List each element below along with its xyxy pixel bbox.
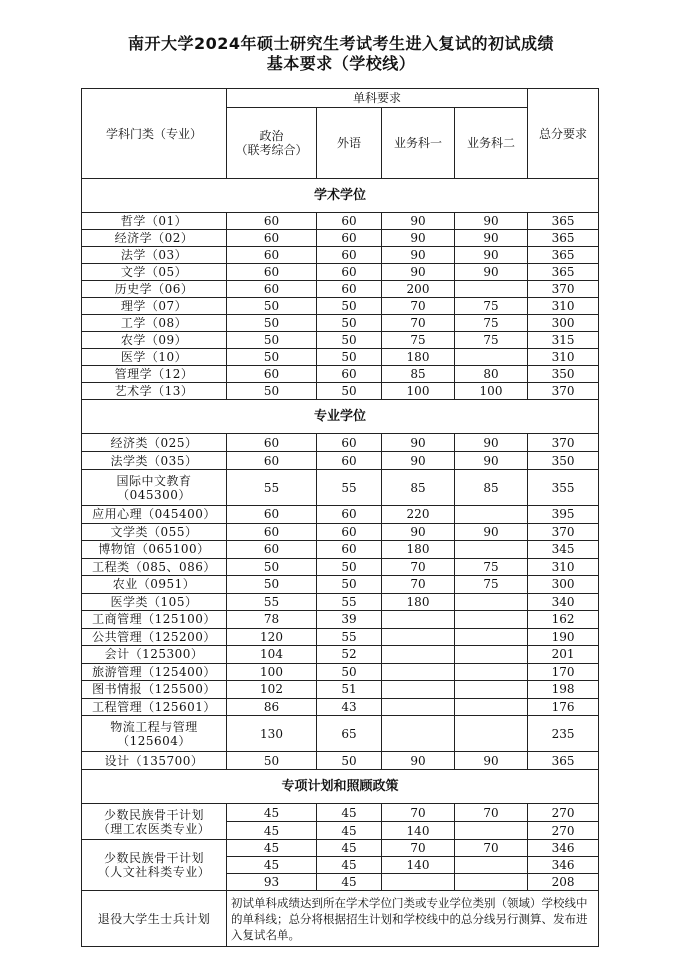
cell-foreign: 60 (317, 452, 382, 470)
cell-subject2 (455, 646, 528, 664)
cell-subject1: 70 (382, 576, 455, 594)
cell-subject2: 90 (455, 264, 528, 281)
cell-politics: 60 (227, 264, 317, 281)
cell-foreign: 43 (317, 698, 382, 716)
cell-total: 395 (528, 506, 599, 524)
table-row (82, 213, 599, 230)
cell-subject1 (382, 874, 455, 891)
cell-subject2: 100 (455, 383, 528, 400)
cell-subject2 (455, 611, 528, 629)
cell-subject2: 90 (455, 434, 528, 452)
cell-foreign: 45 (317, 874, 382, 891)
cell-subject2 (455, 506, 528, 524)
table-row (82, 247, 599, 264)
row-label: 农业（0951） (82, 576, 227, 594)
cell-subject1: 70 (382, 804, 455, 822)
cell-politics: 78 (227, 611, 317, 629)
cell-foreign: 39 (317, 611, 382, 629)
page-title: 南开大学2024年硕士研究生考试考生进入复试的初试成绩 (127, 34, 555, 53)
table-row (82, 298, 599, 315)
cell-total: 350 (528, 452, 599, 470)
cell-politics: 45 (227, 840, 317, 857)
cell-politics: 50 (227, 558, 317, 576)
row-label: 理学（07） (82, 298, 227, 315)
header-subject2: 业务科二 (455, 108, 528, 179)
label-line1: 少数民族骨干计划 (103, 807, 204, 822)
cell-foreign: 50 (317, 663, 382, 681)
cell-politics: 60 (227, 506, 317, 524)
cell-total: 365 (528, 213, 599, 230)
cell-subject2: 90 (455, 213, 528, 230)
cell-total: 270 (528, 804, 599, 822)
cell-politics: 93 (227, 874, 317, 891)
cell-total: 300 (528, 315, 599, 332)
row-label: 文学类（055） (82, 523, 227, 541)
cell-subject2: 90 (455, 247, 528, 264)
cell-subject1: 180 (382, 541, 455, 559)
cell-politics: 50 (227, 298, 317, 315)
row-label: 医学类（105） (82, 593, 227, 611)
label-line2: （理工农医类专业） (97, 821, 211, 836)
cell-total: 365 (528, 264, 599, 281)
cell-subject2 (455, 698, 528, 716)
cell-foreign: 55 (317, 628, 382, 646)
professional-rows-b (82, 506, 599, 716)
row-label: 旅游管理（125400） (82, 663, 227, 681)
table-row (82, 506, 599, 524)
cell-subject2: 75 (455, 298, 528, 315)
cell-foreign: 60 (317, 366, 382, 383)
cell-subject2: 70 (455, 840, 528, 857)
cell-subject1: 140 (382, 857, 455, 874)
row-label: 博物馆（065100） (82, 541, 227, 559)
row-label: 应用心理（045400） (82, 506, 227, 524)
cell-total: 270 (528, 822, 599, 840)
cell-politics: 60 (227, 452, 317, 470)
row-label: 会计（125300） (82, 646, 227, 664)
table-row (82, 840, 599, 857)
cell-foreign: 50 (317, 332, 382, 349)
table-row (82, 628, 599, 646)
cell-foreign: 60 (317, 506, 382, 524)
cell-foreign: 50 (317, 576, 382, 594)
cell-politics: 104 (227, 646, 317, 664)
cell-subject1: 200 (382, 281, 455, 298)
cell-foreign: 50 (317, 383, 382, 400)
cell-subject2: 80 (455, 366, 528, 383)
cell-subject2 (455, 857, 528, 874)
cell-total: 170 (528, 663, 599, 681)
table-row (82, 752, 599, 770)
cell-total: 198 (528, 681, 599, 699)
header-politics-line1: 政治 (259, 129, 284, 143)
row-label: 法学类（035） (82, 452, 227, 470)
cell-politics: 60 (227, 541, 317, 559)
row-label (82, 716, 227, 752)
section-professional: 专业学位 (82, 400, 599, 434)
table-row (82, 349, 599, 366)
row-label: 公共管理（125200） (82, 628, 227, 646)
cell-politics: 60 (227, 281, 317, 298)
cell-subject2: 70 (455, 804, 528, 822)
table-row (82, 523, 599, 541)
cell-foreign: 55 (317, 593, 382, 611)
cell-subject2: 75 (455, 576, 528, 594)
cell-total: 346 (528, 857, 599, 874)
cell-subject1: 85 (382, 366, 455, 383)
page-subtitle: 基本要求（学校线） (266, 54, 416, 73)
cell-subject2: 85 (455, 470, 528, 506)
cell-foreign: 50 (317, 558, 382, 576)
cell-total: 370 (528, 434, 599, 452)
cell-total: 370 (528, 281, 599, 298)
cell-total: 190 (528, 628, 599, 646)
table-row (82, 230, 599, 247)
cell-subject2: 75 (455, 558, 528, 576)
table-row (82, 366, 599, 383)
cell-foreign: 45 (317, 822, 382, 840)
cell-foreign: 60 (317, 434, 382, 452)
row-label: 文学（05） (82, 264, 227, 281)
cell-politics: 120 (227, 628, 317, 646)
label-line1: 国际中文教育 (116, 473, 192, 488)
academic-rows (82, 213, 599, 400)
cell-subject1: 220 (382, 506, 455, 524)
section-academic: 学术学位 (82, 179, 599, 213)
cell-subject1: 180 (382, 349, 455, 366)
cell-foreign: 45 (317, 804, 382, 822)
cell-subject1 (382, 698, 455, 716)
table-row (82, 716, 599, 752)
cell-subject2 (455, 874, 528, 891)
cell-politics: 45 (227, 822, 317, 840)
cell-politics: 86 (227, 698, 317, 716)
cell-subject1: 140 (382, 822, 455, 840)
cell-subject2: 90 (455, 523, 528, 541)
cell-subject2: 90 (455, 452, 528, 470)
cell-subject2 (455, 541, 528, 559)
cell-subject2 (455, 716, 528, 752)
cell-subject2 (455, 281, 528, 298)
veteran-note: 初试单科成绩达到所在学术学位门类或专业学位类别（领域）学校线中的单科线；总分将根据招生计划和学校线中的总分线另行测算、发布进入复试名单。 (227, 891, 599, 947)
cell-politics: 50 (227, 752, 317, 770)
cell-subject1: 70 (382, 315, 455, 332)
cell-subject2 (455, 628, 528, 646)
cell-subject2 (455, 663, 528, 681)
cell-foreign: 60 (317, 281, 382, 298)
table-row (82, 315, 599, 332)
cell-total: 310 (528, 298, 599, 315)
row-label (82, 470, 227, 506)
cell-total: 315 (528, 332, 599, 349)
table-row (82, 698, 599, 716)
cell-foreign: 60 (317, 230, 382, 247)
row-label: 农学（09） (82, 332, 227, 349)
cell-foreign: 65 (317, 716, 382, 752)
cell-politics: 50 (227, 383, 317, 400)
header-subject1: 业务科一 (382, 108, 455, 179)
cell-subject2 (455, 681, 528, 699)
table-row (82, 434, 599, 452)
label-line2: （人文社科类专业） (97, 865, 211, 879)
label-line2: （045300） (117, 487, 191, 502)
cell-foreign: 51 (317, 681, 382, 699)
cell-subject1 (382, 628, 455, 646)
cell-subject1 (382, 663, 455, 681)
cell-total: 201 (528, 646, 599, 664)
cell-subject1: 70 (382, 840, 455, 857)
cell-foreign: 45 (317, 857, 382, 874)
row-label: 工商管理（125100） (82, 611, 227, 629)
row-label: 管理学（12） (82, 366, 227, 383)
cell-politics: 60 (227, 213, 317, 230)
cell-foreign: 60 (317, 247, 382, 264)
table-row (82, 663, 599, 681)
header-total: 总分要求 (528, 89, 599, 179)
cell-politics: 50 (227, 332, 317, 349)
table-row (82, 593, 599, 611)
row-label: 医学（10） (82, 349, 227, 366)
table-row (82, 891, 599, 947)
cell-politics: 45 (227, 857, 317, 874)
cell-subject1: 90 (382, 434, 455, 452)
table-row (82, 558, 599, 576)
cell-subject1: 90 (382, 264, 455, 281)
row-label-minority-hum (82, 840, 227, 891)
cell-total: 208 (528, 874, 599, 891)
cell-foreign: 50 (317, 315, 382, 332)
table-row (82, 452, 599, 470)
cell-total: 370 (528, 383, 599, 400)
cell-total: 300 (528, 576, 599, 594)
cell-foreign: 50 (317, 752, 382, 770)
row-label: 设计（135700） (82, 752, 227, 770)
table-row (82, 383, 599, 400)
cell-total: 345 (528, 541, 599, 559)
cell-subject2 (455, 349, 528, 366)
cell-subject1: 75 (382, 332, 455, 349)
cell-politics: 130 (227, 716, 317, 752)
cell-total: 365 (528, 247, 599, 264)
row-label-minority-sci (82, 804, 227, 840)
label-line1: 物流工程与管理 (110, 719, 198, 734)
table-row (82, 611, 599, 629)
cell-total: 370 (528, 523, 599, 541)
cell-foreign: 60 (317, 541, 382, 559)
cell-foreign: 50 (317, 349, 382, 366)
cell-subject1: 180 (382, 593, 455, 611)
header-politics-line2: （联考综合） (235, 143, 308, 157)
cell-subject1: 90 (382, 452, 455, 470)
header-single-subject: 单科要求 (227, 89, 528, 108)
cell-total: 346 (528, 840, 599, 857)
cell-politics: 45 (227, 804, 317, 822)
cell-subject1: 85 (382, 470, 455, 506)
cell-subject1: 70 (382, 298, 455, 315)
table-row (82, 281, 599, 298)
cell-politics: 60 (227, 523, 317, 541)
cell-subject1: 90 (382, 230, 455, 247)
cell-subject2: 90 (455, 230, 528, 247)
cell-foreign: 50 (317, 298, 382, 315)
cell-total: 235 (528, 716, 599, 752)
cell-foreign: 60 (317, 213, 382, 230)
cell-subject2 (455, 822, 528, 840)
header-category: 学科门类（专业） (82, 89, 227, 179)
cell-foreign: 52 (317, 646, 382, 664)
cell-foreign: 45 (317, 840, 382, 857)
cell-subject1: 70 (382, 558, 455, 576)
cell-subject1: 90 (382, 213, 455, 230)
cell-subject1: 90 (382, 752, 455, 770)
cell-politics: 60 (227, 434, 317, 452)
cell-total: 365 (528, 230, 599, 247)
cell-politics: 50 (227, 315, 317, 332)
cell-foreign: 60 (317, 523, 382, 541)
row-label-veteran: 退役大学生士兵计划 (82, 891, 227, 947)
row-label: 法学（03） (82, 247, 227, 264)
cell-subject1 (382, 646, 455, 664)
label-line2: （125604） (117, 733, 191, 748)
table-row (82, 541, 599, 559)
cell-politics: 100 (227, 663, 317, 681)
label-line1: 少数民族骨干计划 (103, 851, 204, 865)
cell-subject1 (382, 681, 455, 699)
row-label: 经济学（02） (82, 230, 227, 247)
row-label: 历史学（06） (82, 281, 227, 298)
cell-total: 162 (528, 611, 599, 629)
cell-politics: 50 (227, 576, 317, 594)
cell-subject2 (455, 593, 528, 611)
cell-politics: 60 (227, 230, 317, 247)
cell-total: 310 (528, 349, 599, 366)
table-row (82, 646, 599, 664)
cell-subject2: 75 (455, 315, 528, 332)
table-row (82, 332, 599, 349)
cell-subject2: 75 (455, 332, 528, 349)
cell-politics: 50 (227, 349, 317, 366)
cell-politics: 55 (227, 593, 317, 611)
row-label: 工学（08） (82, 315, 227, 332)
table-row (82, 470, 599, 506)
cell-total: 355 (528, 470, 599, 506)
score-requirements-table (81, 88, 599, 947)
table-row (82, 804, 599, 822)
cell-total: 340 (528, 593, 599, 611)
row-label: 艺术学（13） (82, 383, 227, 400)
cell-total: 350 (528, 366, 599, 383)
cell-total: 310 (528, 558, 599, 576)
section-special: 专项计划和照顾政策 (82, 770, 599, 804)
row-label: 工程管理（125601） (82, 698, 227, 716)
cell-politics: 102 (227, 681, 317, 699)
header-foreign: 外语 (317, 108, 382, 179)
header-politics (227, 108, 317, 179)
cell-politics: 55 (227, 470, 317, 506)
cell-subject1: 100 (382, 383, 455, 400)
cell-foreign: 55 (317, 470, 382, 506)
professional-rows-a (82, 434, 599, 470)
cell-subject1 (382, 611, 455, 629)
cell-total: 176 (528, 698, 599, 716)
cell-politics: 60 (227, 366, 317, 383)
table-row (82, 576, 599, 594)
table-row (82, 681, 599, 699)
cell-subject2: 90 (455, 752, 528, 770)
row-label: 工程类（085、086） (82, 558, 227, 576)
cell-total: 365 (528, 752, 599, 770)
cell-subject1: 90 (382, 523, 455, 541)
table-row (82, 264, 599, 281)
cell-subject1: 90 (382, 247, 455, 264)
row-label: 图书情报（125500） (82, 681, 227, 699)
cell-subject1 (382, 716, 455, 752)
row-label: 经济类（025） (82, 434, 227, 452)
cell-foreign: 60 (317, 264, 382, 281)
cell-politics: 60 (227, 247, 317, 264)
row-label: 哲学（01） (82, 213, 227, 230)
